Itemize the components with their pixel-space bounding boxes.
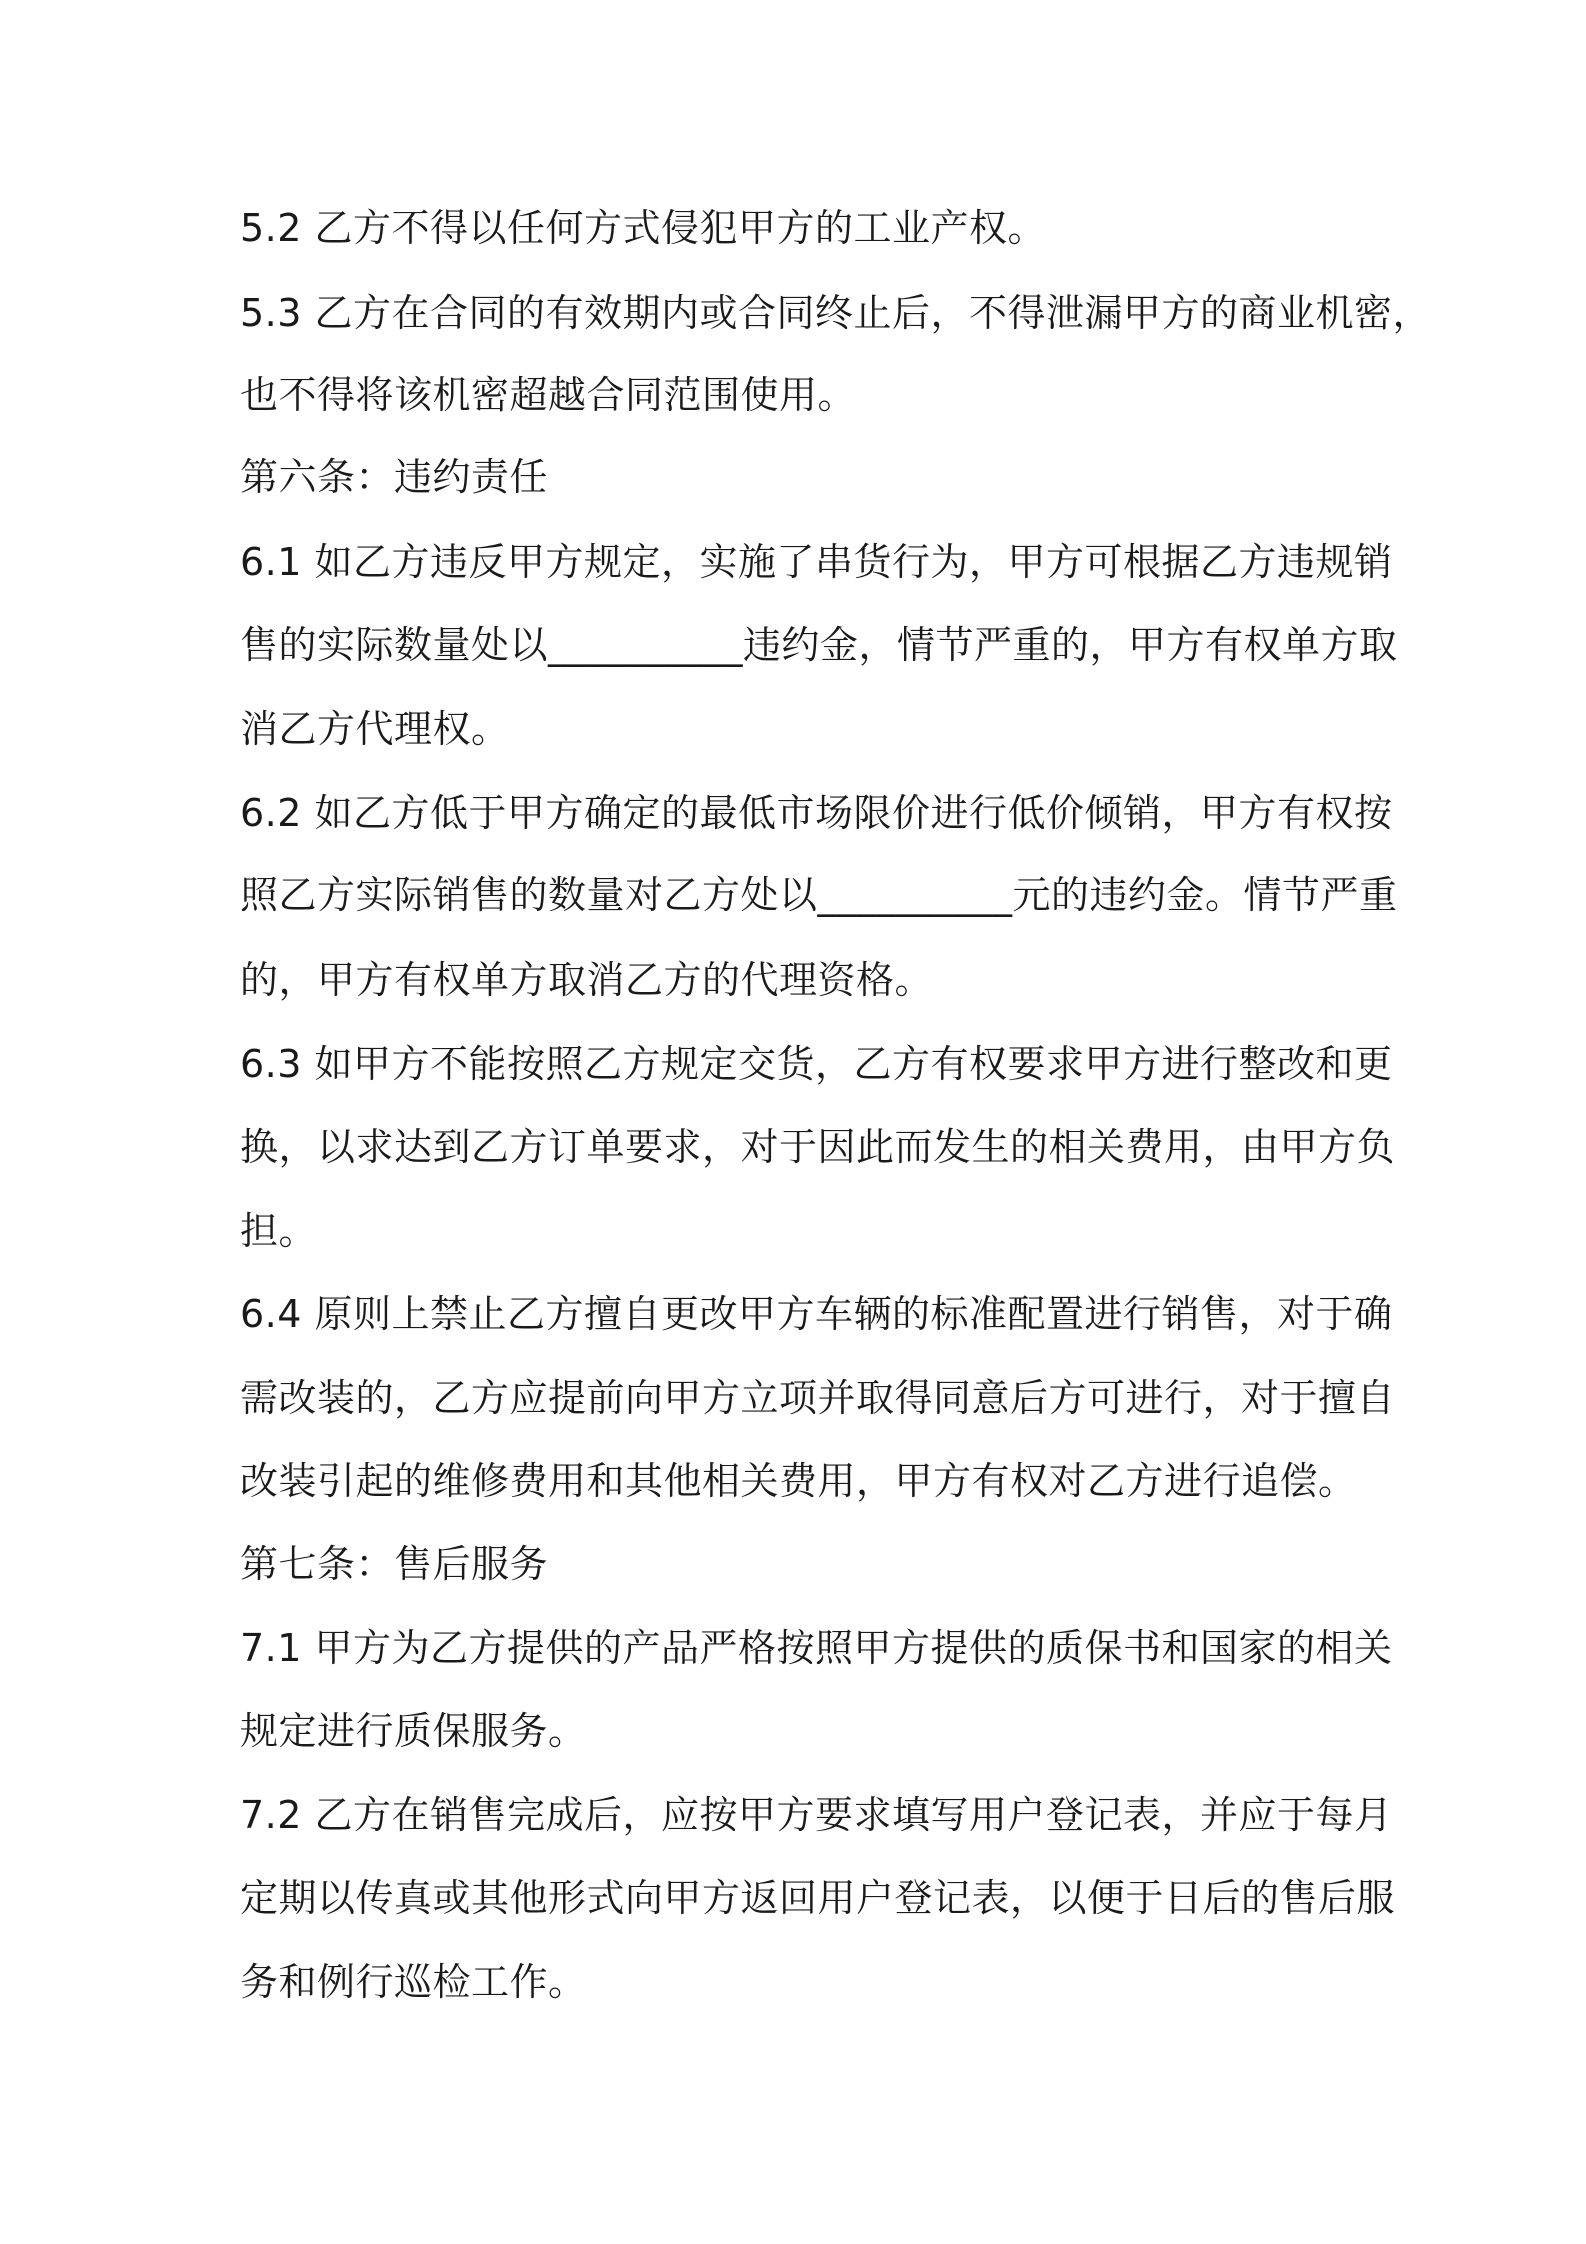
clause-6-1-line-3: 消乙方代理权。 xyxy=(240,707,510,751)
clause-7-2-line-2: 定期以传真或其他形式向甲方返回用户登记表，以便于日后的售后服 xyxy=(240,1876,1396,1920)
clause-6-4-line-1: 6.4 原则上禁止乙方擅自更改甲方车辆的标准配置进行销售，对于确 xyxy=(240,1292,1393,1336)
clause-7-2-line-1: 7.2 乙方在销售完成后，应按甲方要求填写用户登记表，并应于每月 xyxy=(240,1793,1393,1837)
article-7-heading: 第七条：售后服务 xyxy=(240,1542,549,1586)
clause-5-2: 5.2 乙方不得以任何方式侵犯甲方的工业产权。 xyxy=(240,206,1047,250)
clause-6-1-line-1: 6.1 如乙方违反甲方规定，实施了串货行为，甲方可根据乙方违规销 xyxy=(240,540,1393,584)
clause-6-3-line-3: 担。 xyxy=(240,1209,318,1253)
clause-5-3-line-2: 也不得将该机密超越合同范围使用。 xyxy=(240,373,857,417)
clause-6-3-line-2: 换，以求达到乙方订单要求，对于因此而发生的相关费用，由甲方负 xyxy=(240,1125,1396,1169)
clause-7-1-line-1: 7.1 甲方为乙方提供的产品严格按照甲方提供的质保书和国家的相关 xyxy=(240,1626,1393,1670)
clause-6-1-line-2: 售的实际数量处以__________违约金，情节严重的，甲方有权单方取 xyxy=(240,623,1398,667)
clause-5-3-line-1: 5.3 乙方在合同的有效期内或合同终止后，不得泄漏甲方的商业机密， xyxy=(240,291,1432,335)
clause-6-2-line-1: 6.2 如乙方低于甲方确定的最低市场限价进行低价倾销，甲方有权按 xyxy=(240,791,1393,835)
clause-6-2-line-2: 照乙方实际销售的数量对乙方处以__________元的违约金。情节严重 xyxy=(240,873,1398,917)
clause-7-2-line-3: 务和例行巡检工作。 xyxy=(240,1960,587,2004)
clause-6-4-line-3: 改装引起的维修费用和其他相关费用，甲方有权对乙方进行追偿。 xyxy=(240,1459,1357,1503)
clause-7-1-line-2: 规定进行质保服务。 xyxy=(240,1709,587,1753)
clause-6-2-line-3: 的，甲方有权单方取消乙方的代理资格。 xyxy=(240,958,934,1002)
article-6-heading: 第六条：违约责任 xyxy=(240,455,549,499)
clause-6-4-line-2: 需改装的，乙方应提前向甲方立项并取得同意后方可进行，对于擅自 xyxy=(240,1376,1396,1420)
clause-6-3-line-1: 6.3 如甲方不能按照乙方规定交货，乙方有权要求甲方进行整改和更 xyxy=(240,1042,1393,1086)
